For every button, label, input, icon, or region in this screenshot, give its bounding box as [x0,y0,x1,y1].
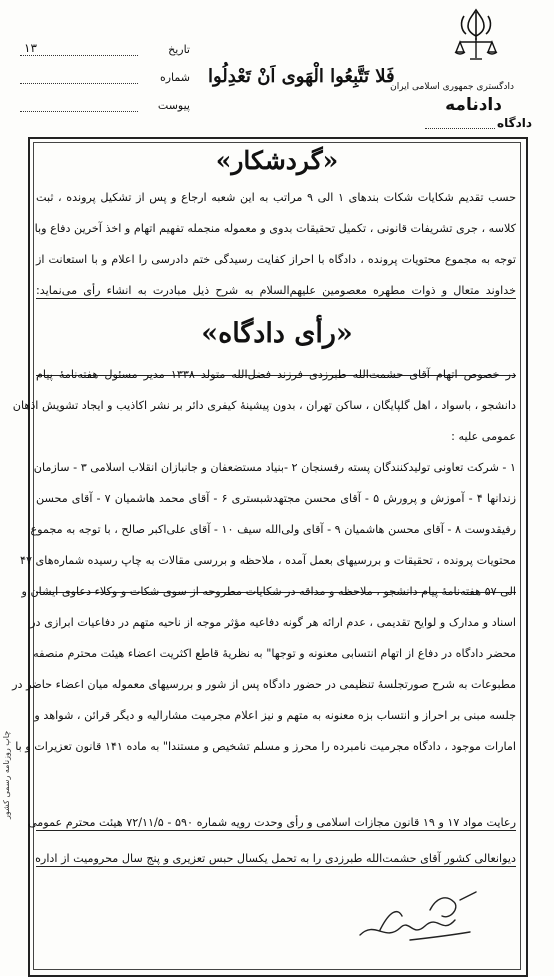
quran-motto: فَلا تَتَّبِعُوا الْهَوى اَنْ تَعْدِلُوا [208,66,395,87]
verdict-line: عمومی علیه : [451,430,516,443]
date-value: ۱۳ [20,41,138,56]
number-row [20,68,190,84]
number-value [20,69,138,84]
verdict-line: اسناد و مدارک و لوایح تقدیمی ، عدم ارائه هر گونه دفاعیه مؤثر موجه از ناحیه متهم در دفاعیات ابرازی در [30,616,516,629]
court-label: دادگاه [497,116,532,130]
verdict-line: دانشجو ، باسواد ، اهل گلپایگان ، ساکن تهران ، بدون پیشینهٔ کیفری دائر بر نشر اکاذیب و ایجاد تشویش اذهان [12,399,516,412]
intro-line: خداوند متعال و ذوات مطهره معصومین علیهم‌السلام به شرح ذیل مبادرت به انشاء رأی می‌نماید: [36,284,516,297]
intro-line: توجه به مجموع محتویات پرونده ، دادگاه با احراز کفایت رسیدگی ختم دادرسی را اعلام و با استعانت از [36,253,516,266]
iran-emblem-icon [452,6,500,62]
verdict-line: رفیقدوست ۸ - آقای محسن هاشمیان ۹ - آقای ولی‌الله سیف ۱۰ - آقای علی‌اکبر صالح ، با توجه به مجموع [30,523,516,536]
verdict-line: در خصوص اتهام آقای حشمت‌الله طبرزدی فرزند فضل‌الله متولد ۱۳۳۸ مدیر مسئول هفته‌نامهٔ پیام [36,368,517,381]
sidebar-print-note: چاپ روزنامه رسمی کشور [2,730,11,820]
verdict-line: دیوانعالی کشور آقای حشمت‌الله طبرزدی را به تحمل یکسال حبس تعزیری و پنج سال محرومیت از اداره [35,852,516,865]
attachment-value [20,97,138,112]
date-row [20,40,190,56]
attachment-row [20,96,190,112]
verdict-line: امارات موجود ، دادگاه مجرمیت نامبرده را محرز و مسلم تشخیص و مستندا" به ماده ۱۴۱ قانون تعزیرات و با [15,740,516,753]
verdict-line: الی ۵۷ هفته‌نامهٔ پیام دانشجو ، ملاحظه و مداقه در شکایات مطروحه از سوی شکات و وکلاء دعاوی ایشان و [21,585,516,598]
document-type-title: دادنامه [445,95,502,115]
verdict-line: مطبوعات به شرح صورتجلسهٔ تنظیمی در حضور دادگاه پس از شور و بررسیهای معموله میان اعضاء حاضر در [12,678,516,691]
verdict-line: زندانها ۴ - آموزش و پرورش ۵ - آقای محسن مجتهدشبستری ۶ - آقای محمد هاشمیان ۷ - آقای محسن [36,492,517,505]
date-label: تاریخ [168,43,190,56]
verdict-line: رعایت مواد ۱۷ و ۱۹ قانون مجازات اسلامی و رأی وحدت رویه شماره ۵۹۰ - ۷۲/۱۱/۵ هیئت محترم عمومی [27,816,516,829]
organization-name: دادگستری جمهوری اسلامی ایران [390,82,514,92]
attachment-label: پیوست [157,99,190,112]
court-field-line [425,128,495,129]
proceedings-heading: «گردشکار» [215,146,339,175]
intro-line: حسب تقدیم شکایات شکات بندهای ۱ الی ۹ مراتب به این شعبه ارجاع و پس از تشکیل پرونده ، ثبت [36,191,516,204]
verdict-line: جلسه مبنی بر احراز و انتساب بزه معنونه به متهم و نیز اعلام مجرمیت مشارالیه و دیگر قرائن ، شواهد و [34,709,516,722]
verdict-line: محتویات پرونده ، تحقیقات و بررسیهای بعمل آمده ، ملاحظه و بررسی مقالات به چاپ رسیده شماره‌های ۴۷ [19,554,516,567]
verdict-line: محضر دادگاه در دفاع از اتهام انتسابی معنونه و توجها" به نظریهٔ قاطع اکثریت اعضاء هیئت محترم منصفه [33,647,516,660]
verdict-line: ۱ - شرکت تعاونی تولیدکنندگان پسته رفسنجان ۲ -بنیاد مستضعفان و جانبازان انقلاب اسلامی ۳ - سازمان [33,461,516,474]
verdict-heading: «رأی دادگاه» [201,318,353,349]
number-label: شماره [159,71,190,84]
handwritten-signature [350,880,490,950]
intro-line: کلاسه ، جری تشریفات قانونی ، تکمیل تحقیقات بدوی و معموله منجمله تفهیم اتهام و اخذ آخرین دفاع وبا [34,222,516,235]
